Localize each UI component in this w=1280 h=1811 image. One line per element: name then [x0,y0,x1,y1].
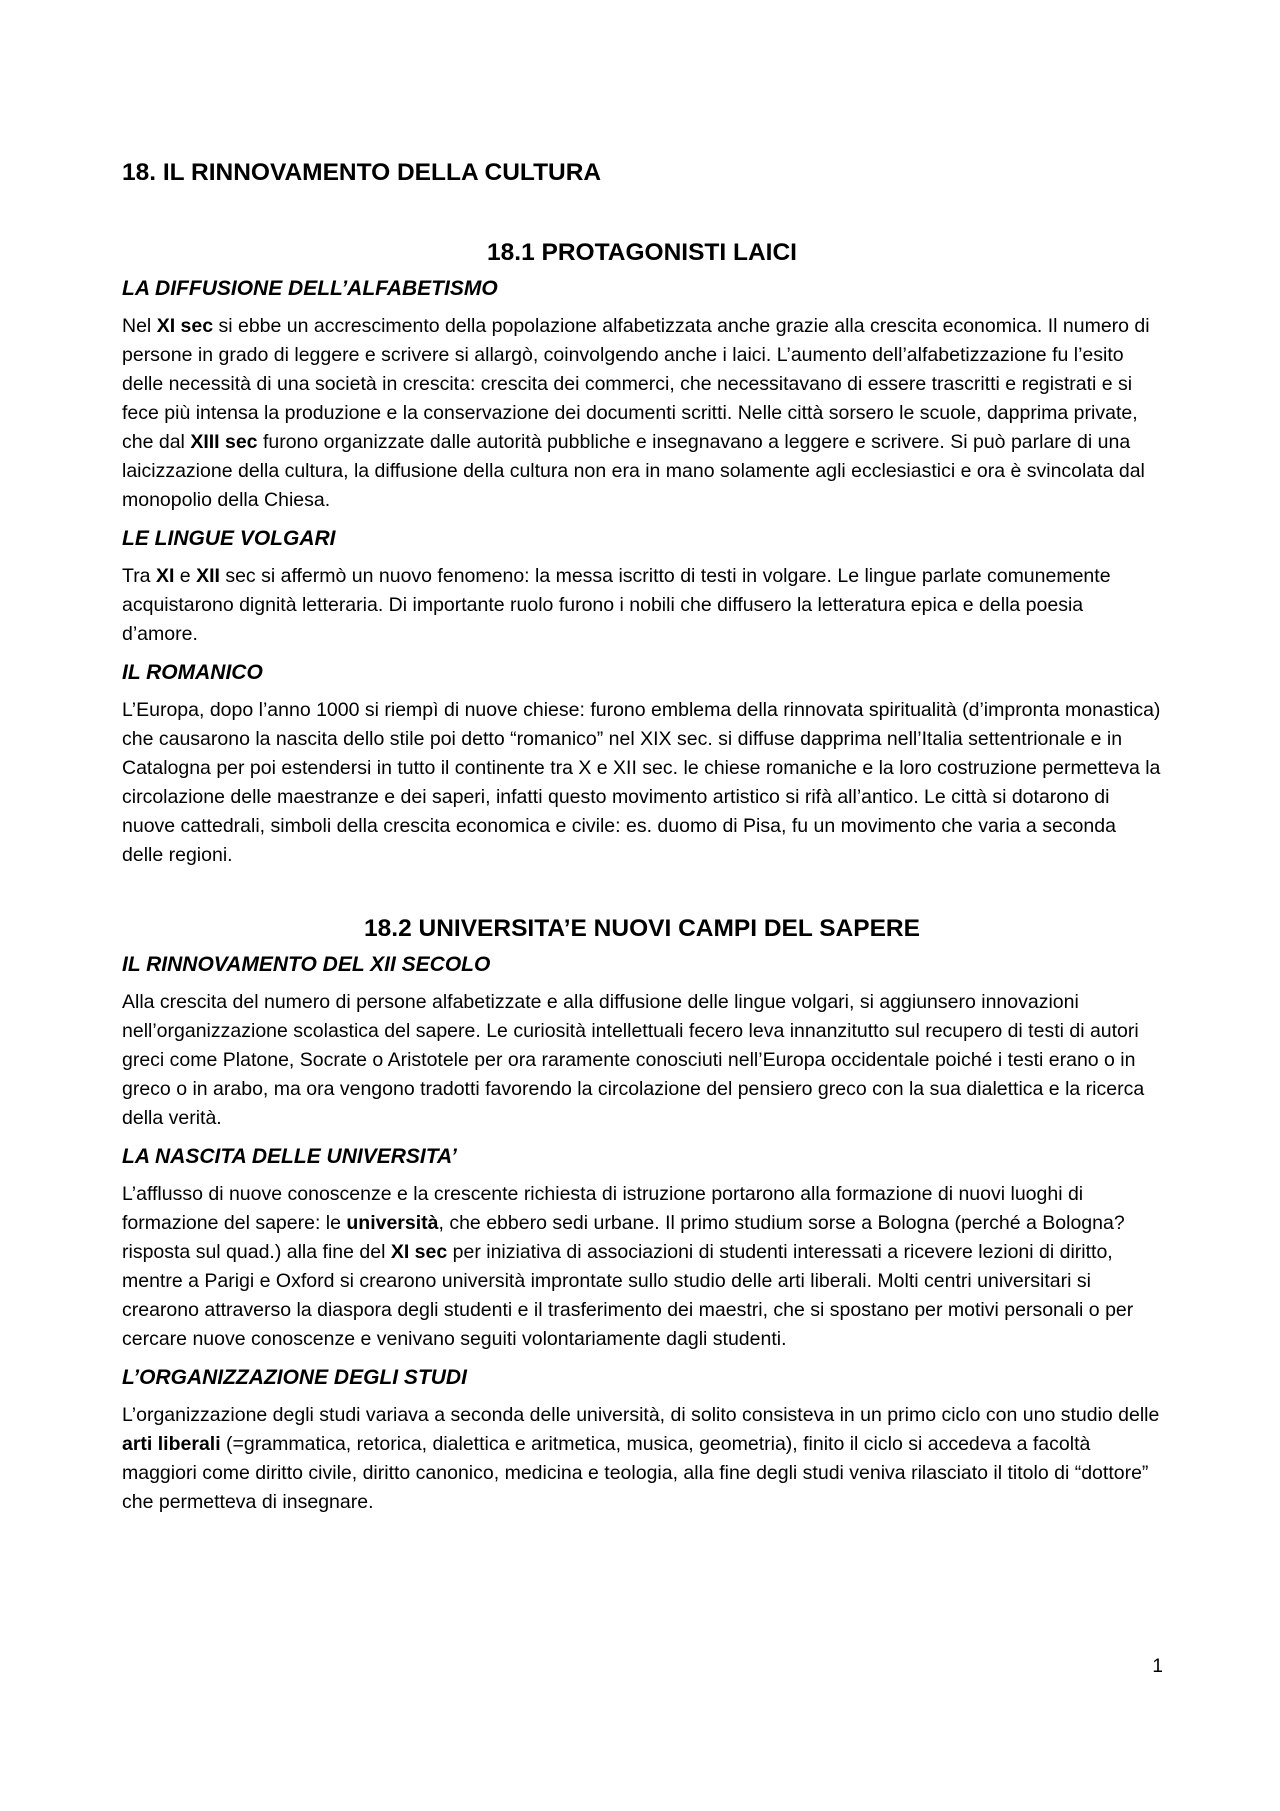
text-run: sec si affermò un nuovo fenomeno: la messa iscritto di testi in volgare. Le lingue parlate comunemente acquistarono dignità letteraria. Di importante ruolo furono i nobili che diffusero la letteratura epica e della poesia d’amore. [122,565,1111,645]
paragraph [122,988,1162,1133]
paragraph [122,696,1162,870]
paragraph [122,1180,1162,1354]
text-run: e [174,565,197,587]
bold-text: arti liberali [122,1433,221,1455]
paragraph [122,562,1162,649]
text-run: L’afflusso di nuove conoscenze e la crescente richiesta di istruzione portarono alla formazione di nuovi luoghi di formazione del sapere: le [122,1183,1084,1234]
bold-text: XIII sec [190,431,258,453]
text-run: L’organizzazione degli studi variava a seconda delle università, di solito consisteva in un primo ciclo con uno studio delle [122,1404,1160,1426]
bold-text: XII [196,565,220,587]
paragraph [122,312,1162,515]
page-number: 1 [1152,1656,1163,1677]
text-run: L’Europa, dopo l’anno 1000 si riempì di nuove chiese: furono emblema della rinnovata spiritualità (d’impronta monastica) che causarono la nascita dello stile poi detto “romanico” nel XIX sec. si diffuse dapprima nell’Italia settentrionale e in Catalogna per poi estendersi in tutto il continente tra X e XII sec. le chiese romaniche e la loro costruzione permetteva la circolazione delle maestranze e dei saperi, infatti questo movimento artistico si rifà all’antico. Le città si dotarono di nuove cattedrali, simboli della crescita economica e civile: es. duomo di Pisa, fu un movimento che varia a seconda delle regioni. [122,699,1161,866]
text-run: per iniziativa di associazioni di studenti interessati a ricevere lezioni di diritto, mentre a Parigi e Oxford si crearono università improntate sullo studio delle arti liberali. Molti centri universitari si crearono attraverso la diaspora degli studenti e il trasferimento dei maestri, che si spostano per motivi personali o per cercare nuove conoscenze e venivano seguiti volontariamente dagli studenti. [122,1241,1134,1350]
subsection-heading: IL ROMANICO [122,661,263,684]
text-run: furono organizzate dalle autorità pubbliche e insegnavano a leggere e scrivere. Si può parlare di una laicizzazione della cultura, la diffusione della cultura non era in mano solamente agli ecclesiastici e ora è svincolata dal monopolio della Chiesa. [122,431,1145,511]
subsection-heading: LE LINGUE VOLGARI [122,527,336,550]
section-title: 18.1 PROTAGONISTI LAICI [487,239,797,266]
bold-text: XI sec [390,1241,448,1263]
text-run: , che ebbero sedi urbane. Il primo studium sorse a Bologna (perché a Bologna? risposta sul quad.) alla fine del [122,1212,1125,1263]
section-title: 18.2 UNIVERSITA’E NUOVI CAMPI DEL SAPERE [364,915,920,942]
bold-text: università [346,1212,439,1234]
text-run: Tra [122,565,156,587]
subsection-heading: LA DIFFUSIONE DELL’ALFABETISMO [122,277,498,300]
chapter-title: 18. IL RINNOVAMENTO DELLA CULTURA [122,159,602,186]
bold-text: XI [155,565,175,587]
text-run: si ebbe un accrescimento della popolazione alfabetizzata anche grazie alla crescita economica. Il numero di persone in grado di leggere e scrivere si allargò, coinvolgendo anche i laici. L’aumento dell’alfabetizzazione fu l’esito delle necessità di una società in crescita: crescita dei commerci, che necessitavano di essere trascritti e registrati e si fece più intensa la produzione e la conservazione dei documenti scritti. Nelle città sorsero le scuole, dapprima private, che dal [122,315,1150,453]
subsection-heading: LA NASCITA DELLE UNIVERSITA’ [122,1145,457,1168]
document-content [122,156,1162,1526]
text-run: Alla crescita del numero di persone alfabetizzate e alla diffusione delle lingue volgari, si aggiunsero innovazioni nell’organizzazione scolastica del sapere. Le curiosità intellettuali fecero leva innanzitutto sul recupero di testi di autori greci come Platone, Socrate o Aristotele per ora raramente conosciuti nell’Europa occidentale poiché i testi erano o in greco o in arabo, ma ora vengono tradotti favorendo la circolazione del pensiero greco con la sua dialettica e la ricerca della verità. [122,991,1145,1129]
paragraph [122,1401,1162,1517]
text-run: Nel [122,315,157,337]
text-run: (=grammatica, retorica, dialettica e aritmetica, musica, geometria), finito il ciclo si accedeva a facoltà maggiori come diritto civile, diritto canonico, medicina e teologia, alla fine degli studi veniva rilasciato il titolo di “dottore” che permetteva di insegnare. [122,1433,1149,1513]
subsection-heading: L’ORGANIZZAZIONE DEGLI STUDI [122,1366,467,1389]
bold-text: XI sec [156,315,214,337]
subsection-heading: IL RINNOVAMENTO DEL XII SECOLO [122,953,491,976]
